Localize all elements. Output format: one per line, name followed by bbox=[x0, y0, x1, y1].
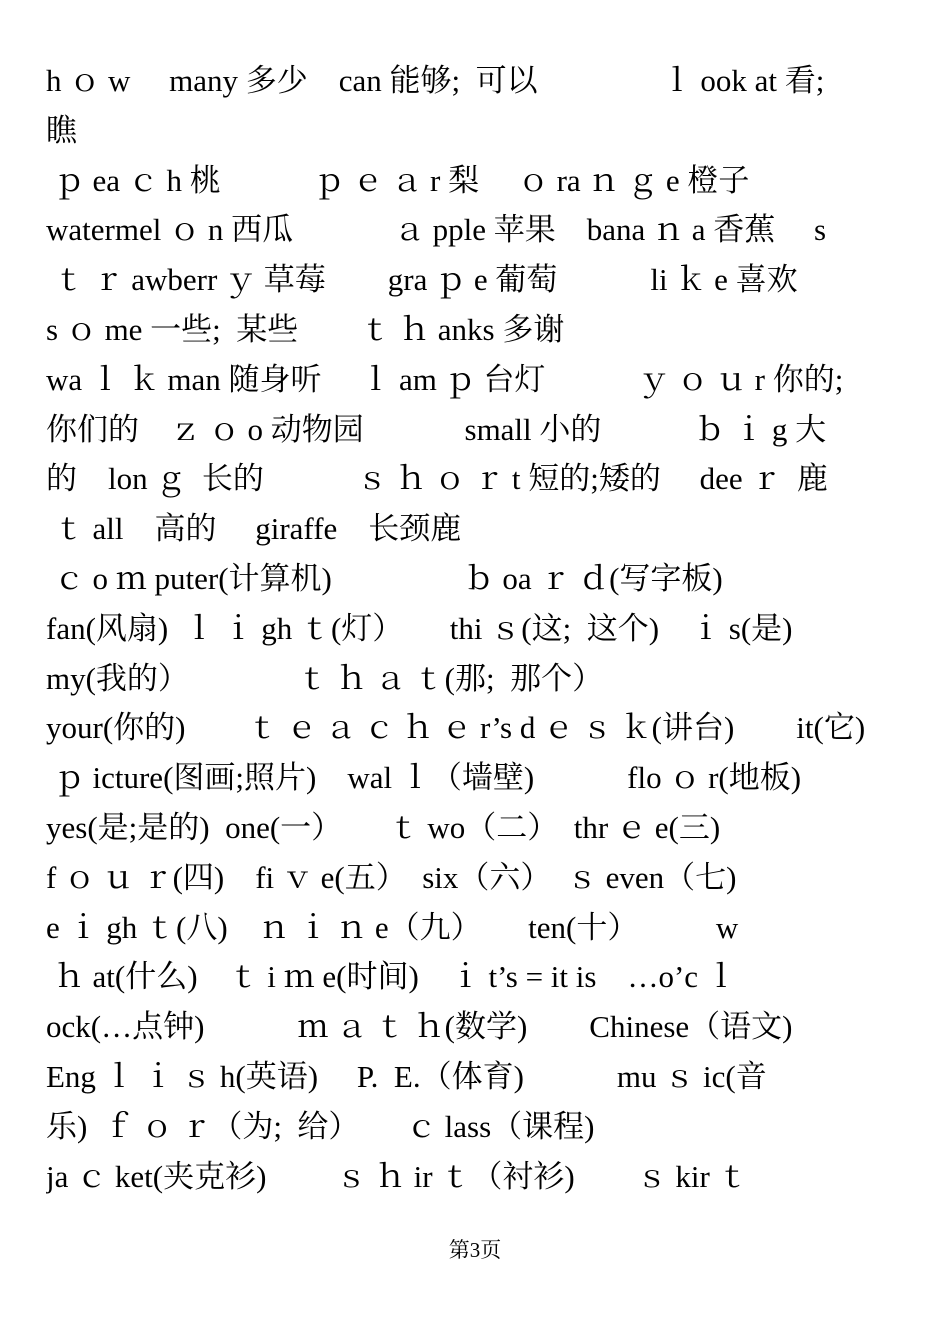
text-line: e ｉ gh ｔ(八) ｎ ｉ ｎ e（九） ten(十） w bbox=[46, 909, 739, 945]
text-line: ｔ ｒ awberr ｙ 草莓 gra ｐ e 葡萄 li ｋ e 喜欢 bbox=[46, 262, 798, 298]
text-line: 瞧 bbox=[46, 112, 77, 148]
text-line: ock(…点钟) ｍ ａ ｔ ｈ(数学) Chinese（语文) bbox=[46, 1009, 793, 1045]
text-line: ｐ ea ｃ h 桃 ｐ ｅ ａ r 梨 ｏ ra ｎ ｇ e 橙子 bbox=[46, 162, 750, 198]
vocabulary-list bbox=[46, 56, 904, 1201]
text-line: your(你的) ｔ ｅ ａ ｃ ｈ ｅ r’s d ｅ ｓ ｋ(讲台) it(它) bbox=[46, 710, 866, 746]
text-line: ｔ all 高的 giraffe 长颈鹿 bbox=[46, 511, 462, 547]
text-line: s ｏ me 一些; 某些 ｔ ｈ anks 多谢 bbox=[46, 311, 565, 347]
text-line: fan(风扇) ｌ ｉ gh ｔ(灯） thi ｓ(这; 这个) ｉ s(是) bbox=[46, 610, 793, 646]
page-number: 第3页 bbox=[448, 1238, 502, 1262]
text-line: watermel ｏ n 西瓜 ａ pple 苹果 bana ｎ a 香蕉 s bbox=[46, 212, 827, 248]
text-line: 的 lon ｇ 长的 ｓ ｈ ｏ ｒ t 短的;矮的 dee ｒ 鹿 bbox=[46, 461, 828, 497]
text-line: ｈ at(什么) ｔ i ｍ e(时间) ｉ t’s = it is …o’c ｌ bbox=[46, 959, 737, 995]
text-line: wa ｌ ｋ man 随身听 ｌ am ｐ 台灯 ｙ ｏ ｕ r 你的; bbox=[46, 361, 844, 397]
text-line: f ｏ ｕ ｒ(四) fi ｖ e(五） six（六） ｓ even（七) bbox=[46, 859, 737, 895]
text-line: 乐) ｆ ｏ ｒ（为; 给） ｃ lass（课程) bbox=[46, 1108, 595, 1144]
text-line: my(我的） ｔ ｈ ａ ｔ(那; 那个） bbox=[46, 660, 604, 696]
text-line: ｃ o ｍ puter(计算机) ｂ oa ｒ ｄ(写字板) bbox=[46, 560, 723, 596]
text-line: yes(是;是的) one(一） ｔ wo（二） thr ｅ e(三) bbox=[46, 809, 721, 845]
text-line: 你们的 ｚ ｏ o 动物园 small 小的 ｂ ｉ g 大 bbox=[46, 411, 827, 447]
text-line: Eng ｌ ｉ ｓ h(英语) P. E.（体育) mu ｓ ic(音 bbox=[46, 1058, 767, 1094]
text-line: h ｏ w many 多少 can 能够; 可以 ｌ ook at 看; bbox=[46, 63, 825, 98]
text-line: ｐ icture(图画;照片) wal ｌ（墙壁) flo ｏ r(地板) bbox=[46, 760, 802, 796]
text-line: ja ｃ ket(夹克衫) ｓ ｈ ir ｔ（衬衫) ｓ kir ｔ bbox=[46, 1158, 749, 1194]
